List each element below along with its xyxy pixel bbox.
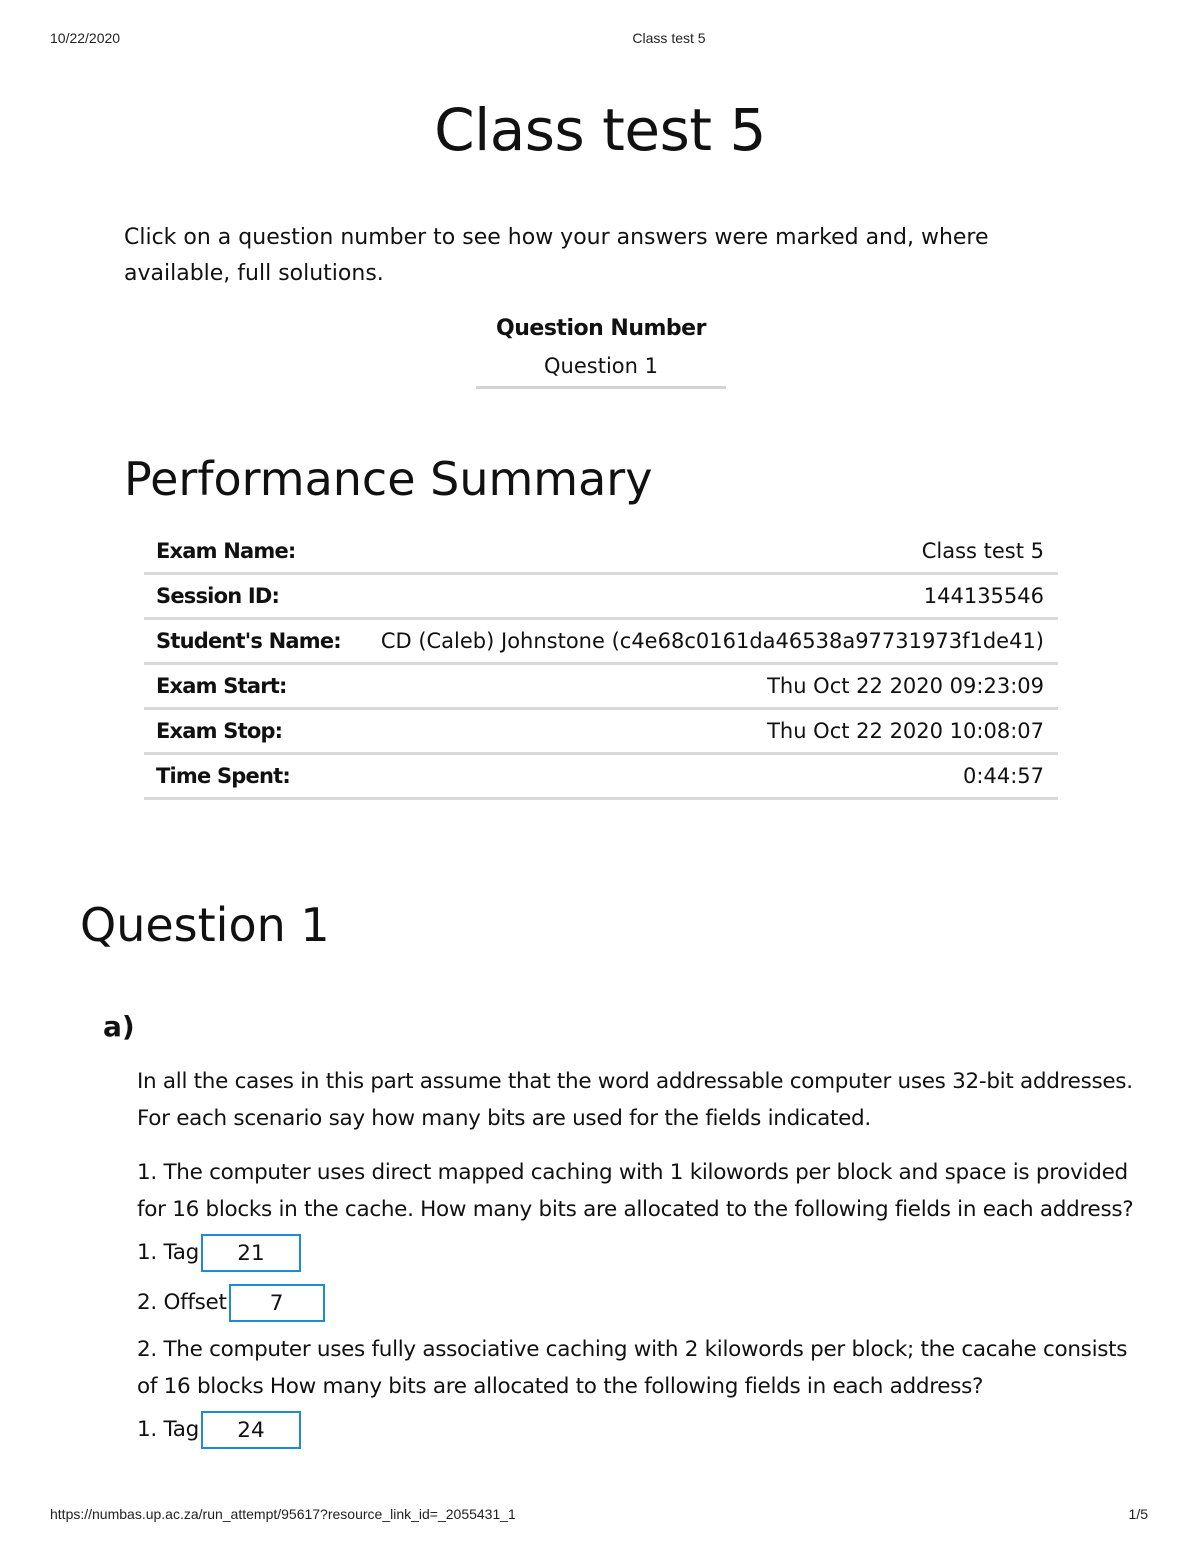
scenario-2-tag-input[interactable] bbox=[201, 1411, 301, 1449]
page-title: Class test 5 bbox=[434, 96, 766, 164]
table-row bbox=[144, 664, 1058, 709]
scenario-1-offset-input[interactable] bbox=[229, 1284, 325, 1322]
print-page-number: 1/5 bbox=[1128, 1506, 1148, 1522]
time-spent-value: 0:44:57 bbox=[354, 754, 1058, 799]
exam-stop-value: Thu Oct 22 2020 10:08:07 bbox=[354, 709, 1058, 754]
question-number-header: Question Number bbox=[496, 316, 706, 341]
performance-summary-title: Performance Summary bbox=[124, 452, 653, 506]
exam-name-label: Exam Name: bbox=[144, 530, 354, 574]
print-title: Class test 5 bbox=[632, 30, 706, 46]
scenario-2-text: 2. The computer uses fully associative caching with 2 kilowords per block; the cacahe consists of 16 blocks How many bits are allocated to the following fields in each address? bbox=[137, 1337, 1128, 1399]
table-row bbox=[144, 709, 1058, 754]
session-id-value: 144135546 bbox=[354, 574, 1058, 619]
session-id-label: Session ID: bbox=[144, 574, 354, 619]
scenario-1-tag-input[interactable] bbox=[201, 1234, 301, 1272]
table-row bbox=[144, 754, 1058, 799]
scenario-2-tag-label: 1. Tag bbox=[137, 1416, 199, 1442]
print-footer bbox=[0, 1506, 1200, 1526]
scenario-1-text: 1. The computer uses direct mapped caching with 1 kilowords per block and space is provided for 16 blocks in the cache. How many bits are allocated to the following fields in each address? bbox=[137, 1160, 1134, 1222]
question-title: Question 1 bbox=[80, 898, 330, 952]
exam-start-value: Thu Oct 22 2020 09:23:09 bbox=[354, 664, 1058, 709]
table-row bbox=[144, 530, 1058, 574]
scenario-1-offset-row bbox=[137, 1280, 1137, 1326]
scenario-1-tag-row bbox=[137, 1230, 1137, 1276]
scenario-1-offset-label: 2. Offset bbox=[137, 1289, 227, 1315]
part-label: a) bbox=[103, 1010, 135, 1043]
question-intro: In all the cases in this part assume that the word addressable computer uses 32-bit addresses. For each scenario say how many bits are used for the fields indicated. bbox=[137, 1069, 1133, 1131]
exam-name-value: Class test 5 bbox=[354, 530, 1058, 574]
print-date: 10/22/2020 bbox=[50, 30, 121, 46]
exam-stop-label: Exam Stop: bbox=[144, 709, 354, 754]
intro-text: Click on a question number to see how your answers were marked and, where available, full solutions. bbox=[124, 225, 989, 286]
student-name-value: CD (Caleb) Johnstone (c4e68c0161da46538a97731973f1de41) bbox=[354, 619, 1058, 664]
question-number-nav bbox=[476, 312, 726, 389]
time-spent-label: Time Spent: bbox=[144, 754, 354, 799]
table-row bbox=[144, 619, 1058, 664]
student-name-label: Student's Name: bbox=[144, 619, 354, 664]
scenario-2-tag-row bbox=[137, 1407, 1137, 1453]
performance-summary-table bbox=[144, 530, 1058, 800]
print-url: https://numbas.up.ac.za/run_attempt/95617?resource_link_id=_2055431_1 bbox=[50, 1506, 516, 1522]
exam-start-label: Exam Start: bbox=[144, 664, 354, 709]
scenario-1-tag-label: 1. Tag bbox=[137, 1239, 199, 1265]
question-1-link[interactable]: Question 1 bbox=[476, 346, 726, 389]
table-row bbox=[144, 574, 1058, 619]
print-header bbox=[0, 30, 1200, 50]
question-body bbox=[137, 1064, 1137, 1457]
